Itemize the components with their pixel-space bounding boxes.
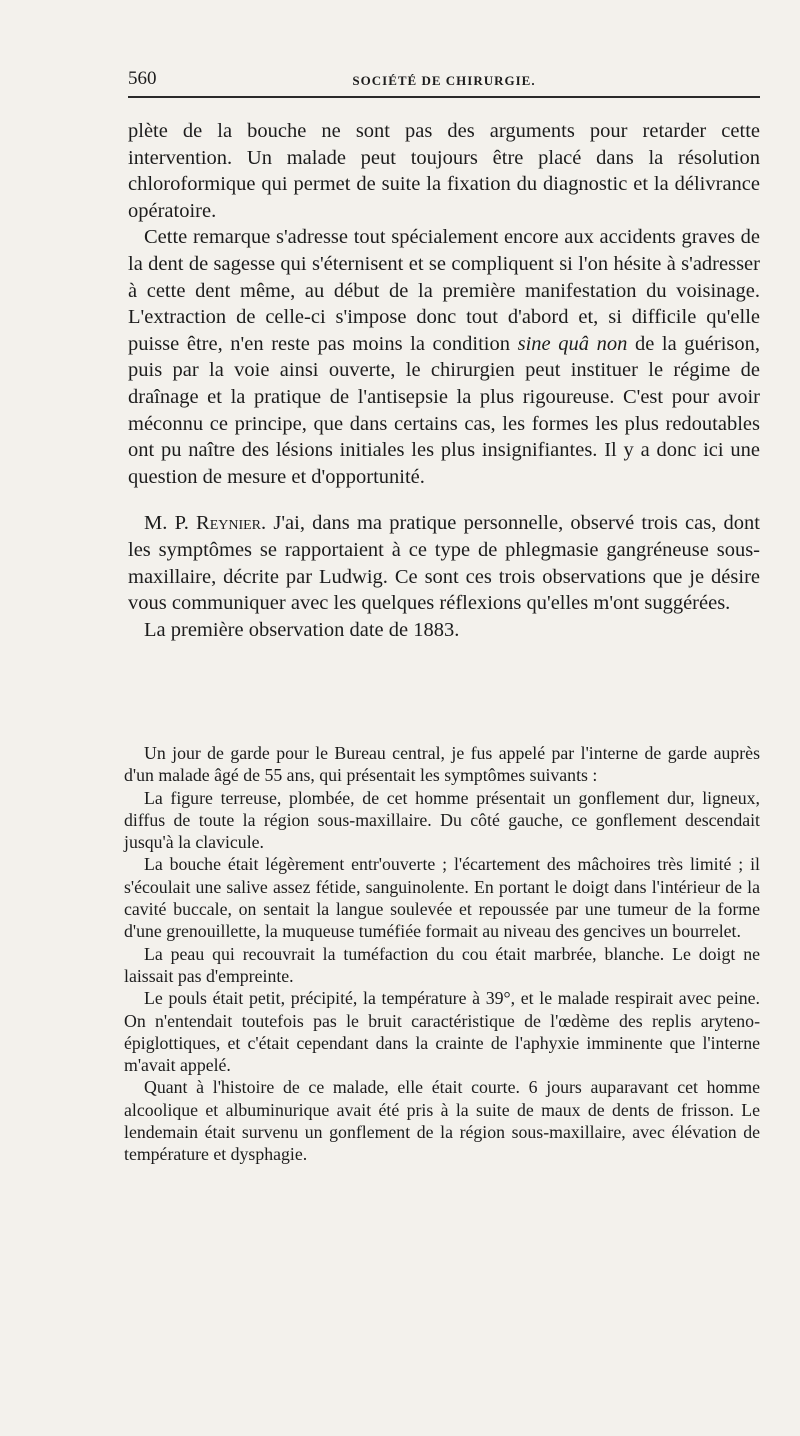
observation-paragraph: Quant à l'histoire de ce malade, elle était courte. 6 jours auparavant cet homme alcoolique et albuminurique avait été pris à la suite de maux de dents de frisson. Le lendemain était survenu un gonflement de la région sous-maxillaire, avec élévation de température et dysphagie. [124, 1077, 760, 1165]
paragraph-text: de la guérison, puis par la voie ainsi ouverte, le chirurgien peut instituer le régime de draînage et la pratique de l'antisepsie la plus rigoureuse. C'est pour avoir méconnu ce principe, que dans certains cas, les formes les plus redoutables ont pu naître des lésions initiales les plus insignifiantes. Il y a donc ici une question de mesure et d'opportunité. [128, 332, 761, 488]
observation-paragraph: La bouche était légèrement entr'ouverte ; l'écartement des mâchoires très limité ; il s'écoulait une salive assez fétide, sanguinolente. En portant le doigt dans l'intérieur de la cavité buccale, on sentait la langue soulevée et repoussée par une tumeur de la forme d'une grenouillette, la muqueuse tuméfiée formait au niveau des gencives un bourrelet. [124, 854, 760, 942]
paragraph-wisdom-tooth [128, 224, 760, 490]
paragraph-reynier [128, 510, 760, 616]
latin-phrase: sine quâ non [517, 332, 628, 355]
observation-paragraph: Le pouls était petit, précipité, la température à 39°, et le malade respirait avec peine. On n'entendait toutefois pas le bruit caractéristique de l'œdème des replis aryteno-épiglottiques, et c'était cependant dans la crainte de l'aphyxie imminente que l'interne m'avait appelé. [124, 988, 760, 1076]
observation-paragraph: La peau qui recouvrait la tuméfaction du cou était marbrée, blanche. Le doigt ne laissait pas d'empreinte. [124, 943, 760, 986]
speaker-name: M. P. Reynier. [144, 512, 267, 535]
page-number: 560 [128, 68, 157, 89]
paragraph-text: J'ai, dans ma pratique personnelle, observé trois cas, dont les symptômes se rapportaient à ce type de phlegmasie gangréneuse sous-maxillaire, décrite par Ludwig. Ce sont ces trois observations que je désire vous communiquer avec les quelques réflexions qu'elles m'ont suggérées. [128, 512, 760, 615]
observation-paragraph: Un jour de garde pour le Bureau central, je fus appelé par l'interne de garde auprès d'un malade âgé de 55 ans, qui présentait les symptômes suivants : [124, 743, 760, 786]
observation-paragraph: La figure terreuse, plombée, de cet homme présentait un gonflement dur, ligneux, diffus de toute la région sous-maxillaire. Du côté gauche, ce gonflement descendait jusqu'à la clavicule. [124, 787, 760, 853]
observation-block [124, 742, 760, 1166]
paragraph-text: Cette remarque s'adresse tout spécialement encore aux accidents graves de la dent de sagesse qui s'éternisent et se compliquent si l'on hésite à s'adresser à cette dent même, au début de la première manifestation du voisinage. L'extraction de celle-ci s'impose donc tout d'abord et, si difficile qu'elle puisse être, n'en reste pas moins la condition [128, 226, 760, 355]
paragraph-first-observation: La première observation date de 1883. [144, 618, 460, 641]
page-header [128, 64, 760, 98]
running-title: SOCIÉTÉ DE CHIRURGIE. [352, 73, 536, 88]
paragraph-continuation: plète de la bouche ne sont pas des arguments pour retarder cette intervention. Un malade peut toujours être placé dans la résolution chloroformique qui permet de suite la fixation du diagnostic et la délivrance opératoire. [128, 120, 760, 222]
main-text [128, 118, 760, 643]
